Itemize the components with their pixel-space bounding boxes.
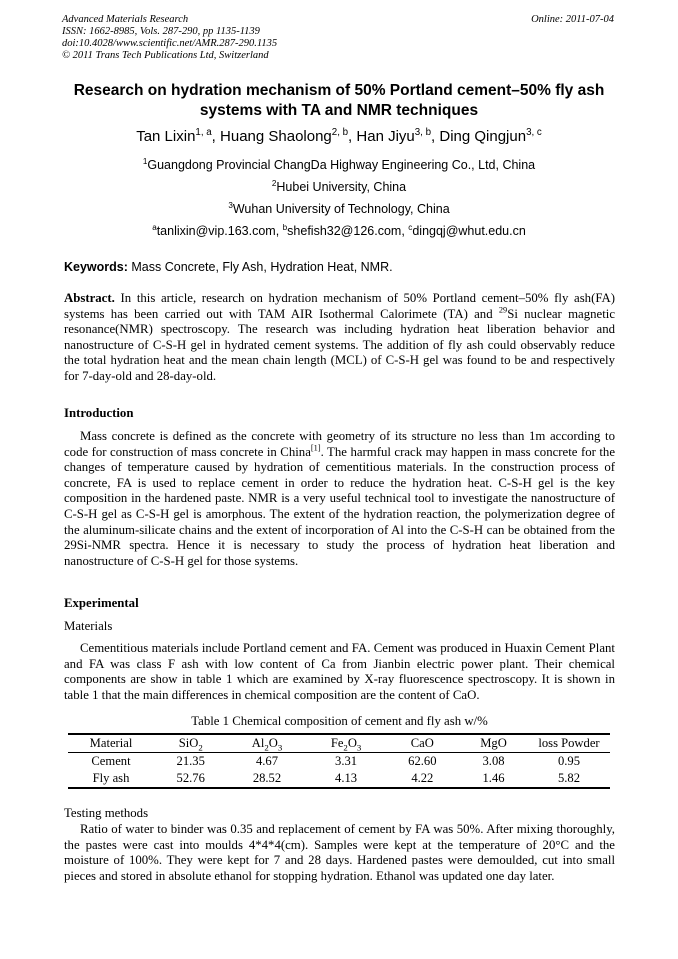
table-cell: 62.60 (408, 754, 437, 768)
testing-text-1: Ratio of water to binder was 0.35 and replacement of cement by FA was 50%. After mixing thoroughly, the pastes were cast into moulds 4*4*4(cm). Samples were kept at the temperature of 20 (64, 822, 615, 852)
table-header-cell: Material (89, 736, 133, 750)
copyright-line: © 2011 Trans Tech Publications Ltd, Switzerland (62, 50, 269, 61)
paper-title (50, 81, 628, 121)
table-cell: 4.22 (411, 771, 434, 785)
table-header-cell: CaO (410, 736, 434, 750)
title-line-2: systems with TA and NMR techniques (199, 102, 479, 119)
abstract-sup: 29 (498, 305, 508, 315)
table-cell: 28.52 (252, 771, 282, 785)
table-header-cell: $Fe_2O_3$ (330, 736, 362, 753)
affiliation-1 (40, 158, 638, 172)
table-cell: 3.08 (482, 754, 505, 768)
author-sup: 3, b (414, 127, 432, 138)
table-cell: 5.82 (557, 771, 581, 785)
materials-paragraph: Cementitious materials include Portland cement and FA. Cement was produced in Huaxin Cement Plant and FA was class F ash with low content of Ca from Jianbin electric power plant. Their chemical components are show in table 1 which are examined by X-ray fluorescence spectroscopy. It is shown in table 1 that the main differences in chemical composition are the content of CaO. (64, 641, 615, 702)
email-sup: a (152, 222, 157, 232)
email-link[interactable]: dingqj@whut.edu.cn (412, 224, 526, 238)
affiliation-text: Hubei University, China (276, 180, 407, 194)
affiliation-text: Guangdong Provincial ChangDa Highway Engineering Co., Ltd, China (147, 158, 536, 172)
affiliation-sup: 1 (142, 156, 148, 166)
testing-methods-paragraph (64, 822, 615, 884)
author-name: Han Jiyu (356, 128, 415, 145)
email-link[interactable]: shefish32@126.com (287, 224, 402, 238)
keywords (64, 260, 393, 274)
table-cell: Cement (91, 754, 131, 768)
author-list: Tan Lixin$^{1, a}$, Huang Shaolong$^{2, b}$, Han Jiyu$^{3, b}$, Ding Qingjun$^{3, c}$ (136, 127, 542, 145)
affiliation-2 (40, 180, 638, 194)
abstract (64, 291, 615, 385)
abstract-text-2: Si nuclear magnetic resonance(NMR) spectroscopy. The research was including hydration heat liberation behavior and nanostructure of C-S-H gel in hydrated cement systems. The addition of fly ash could observably reduce the total hydration heat and the mean chain length (MCL) of C-S-H gel was found to be and respectively for 7-day-old and 28-day-old. (64, 306, 615, 383)
doi-line: doi:10.4028/www.scientific.net/AMR.287-290.1135 (62, 38, 278, 49)
table-cell: 21.35 (176, 754, 205, 768)
degree-celsius: °C (555, 837, 570, 852)
table-header-cell: loss Powder (538, 736, 600, 750)
author-emails: $^a$tanlixin@vip.163.com, $^b$shefish32@126.com, $^c$dingqj@whut.edu.cn (152, 222, 526, 238)
affiliation-sup: 2 (271, 178, 277, 188)
citation-ref[interactable]: [1] (310, 443, 321, 453)
affiliation-3 (40, 202, 638, 216)
table-cell: 4.67 (255, 754, 279, 768)
abstract-text-1: In this article, research on hydration mechanism of 50% Portland cement–50% fly ash(FA) systems has been carried out with TAM AIR Isothermal Calorimete (TA) and (64, 291, 616, 321)
online-date: Online: 2011-07-04 (531, 14, 614, 25)
author-sup: 3, c (526, 127, 542, 138)
table-caption: Table 1 Chemical composition of cement and fly ash w/% (191, 714, 488, 728)
testing-methods-heading: Testing methods (64, 806, 149, 820)
journal-header (62, 14, 277, 62)
materials-heading: Materials (64, 619, 113, 633)
table-row (68, 770, 610, 788)
title-line-1: Research on hydration mechanism of 50% Portland cement–50% fly ash (73, 82, 605, 99)
experimental-heading: Experimental (64, 596, 139, 610)
table-header-cell: $Al_2O_3$ (251, 736, 283, 753)
email-link[interactable]: tanlixin@vip.163.com (156, 224, 276, 238)
table-cell: 52.76 (176, 771, 205, 785)
email-sup: b (282, 222, 288, 232)
keywords-label: Keywords: (64, 260, 128, 274)
introduction-paragraph (64, 429, 615, 569)
email-sup: c (408, 222, 413, 232)
table-cell: 0.95 (557, 754, 581, 768)
table-row (68, 753, 610, 771)
affiliation-sup: 3 (228, 200, 233, 210)
affiliation-text: Wuhan University of Technology, China (232, 202, 450, 216)
chemical-composition-table (68, 733, 610, 789)
keywords-text: Mass Concrete, Fly Ash, Hydration Heat, NMR. (131, 260, 393, 274)
testing-text-2: and the moisture of 100%. They were kept for 7 and 28 days. Hardened pastes were demoulded, cut into small pieces and stored in absolute ethanol for stopping hydration. Ethanol was updated one day later. (64, 837, 615, 883)
author-name: Tan Lixin (136, 128, 196, 145)
table-header-cell: MgO (480, 736, 507, 750)
issn-line: ISSN: 1662-8985, Vols. 287-290, pp 1135-1139 (62, 26, 260, 37)
introduction-text-1: Mass concrete is defined as the concrete with geometry of its structure no less than 1m according to code for construction of mass concrete in China (64, 429, 615, 459)
introduction-text-2: . The harmful crack may happen in mass concrete for the changes of temperature caused by hydration of cementitious materials. In the construction process of concrete, FA is used to replace cement in order to reduce the hydration heat. C-S-H gel is the key composition in the hardened paste. NMR is a very useful technical tool to investigate the nanostructure of C-S-H gel as C-S-H gel is amorphous. The extent of the hydration reaction, the polymerization degree of the aluminum-silicate chains and the extent of incorporation of Al into the C-S-H can be obtained from the 29Si-NMR spectra. Hence it is necessary to study the process of hydration heat liberation and nanostructure of C-S-H gel for those systems. (64, 444, 615, 568)
author-name: Huang Shaolong (220, 128, 332, 145)
table-cell: 4.13 (335, 771, 358, 785)
author-sup: 1, a (195, 127, 212, 138)
introduction-heading: Introduction (64, 406, 134, 420)
journal-name: Advanced Materials Research (62, 14, 189, 25)
author-sup: 2, b (331, 127, 349, 138)
table-cell: 1.46 (482, 771, 505, 785)
table-header-cell: SiO$_2$ (178, 736, 203, 753)
abstract-label: Abstract. (64, 291, 115, 305)
table-cell: Fly ash (92, 771, 130, 785)
table-cell: 3.31 (335, 754, 358, 768)
table-header-row (68, 734, 610, 753)
author-name: Ding Qingjun (439, 128, 527, 145)
